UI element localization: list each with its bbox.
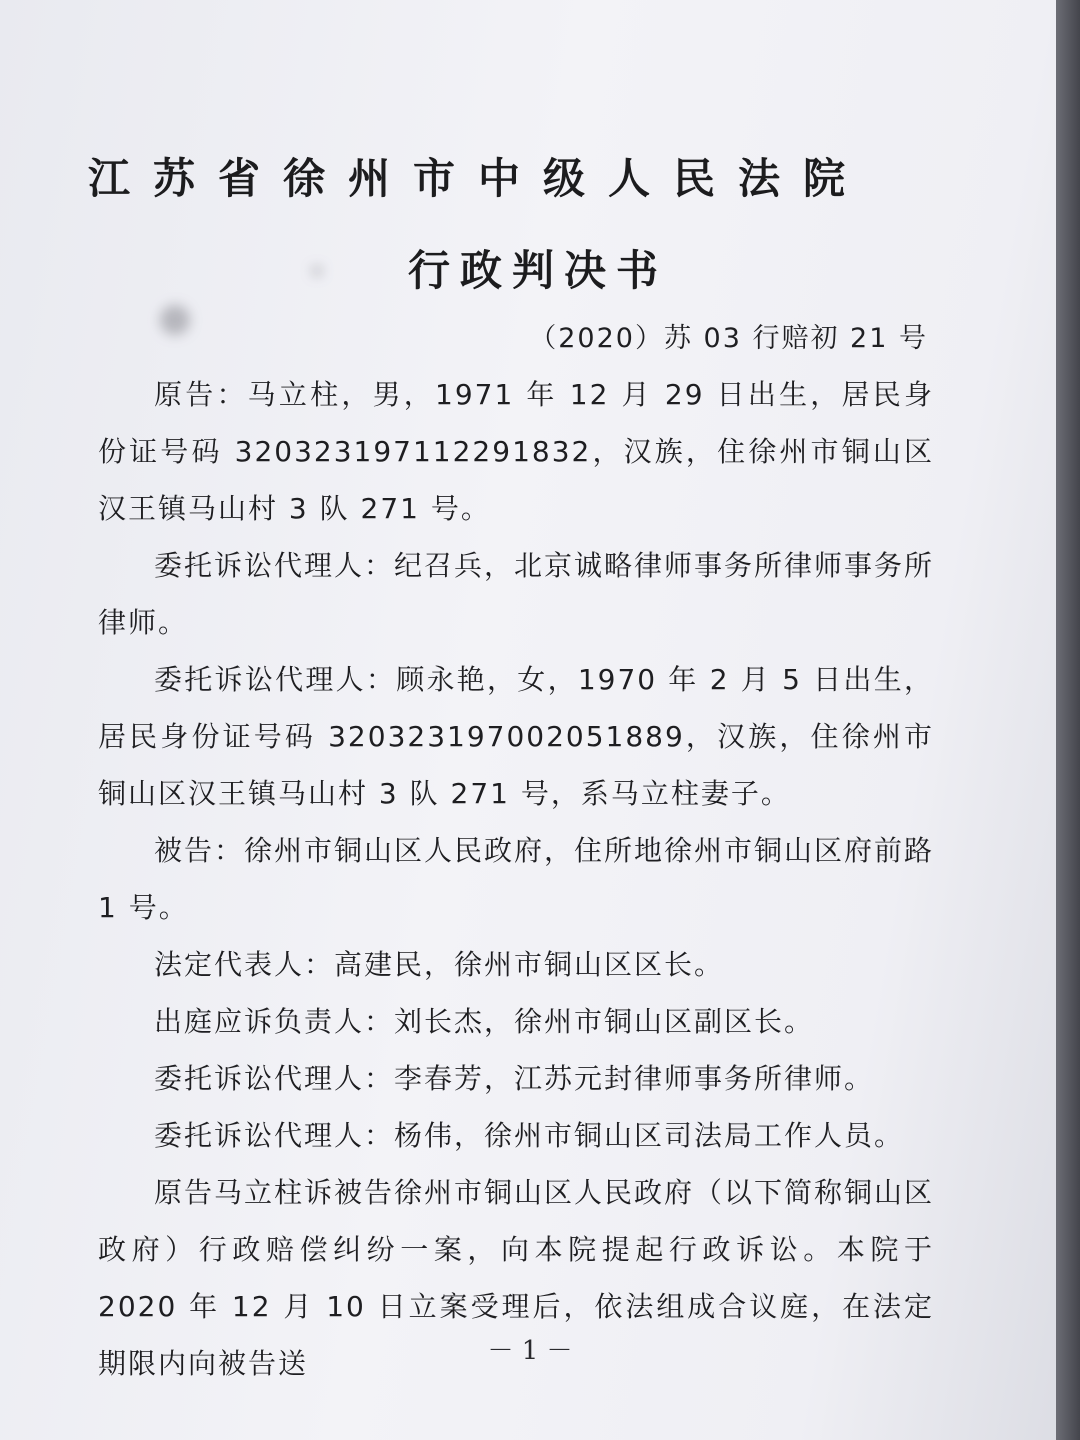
court-name: 江苏省徐州市中级人民法院 <box>88 154 869 203</box>
document-body <box>98 366 934 1392</box>
paragraph-plaintiff: 原告：马立柱，男，1971 年 12 月 29 日出生，居民身份证号码 320323197112291832，汉族，住徐州市铜山区汉王镇马山村 3 队 271 号。 <box>98 378 934 525</box>
paragraph-defendant-agent-1: 委托诉讼代理人：李春芳，江苏元封律师事务所律师。 <box>154 1062 875 1095</box>
paragraph-plaintiff-agent-2: 委托诉讼代理人：顾永艳，女，1970 年 2 月 5 日出生，居民身份证号码 320323197002051889，汉族，住徐州市铜山区汉王镇马山村 3 队 271 号，系马立柱妻子。 <box>98 663 934 810</box>
paragraph-legal-representative: 法定代表人：高建民，徐州市铜山区区长。 <box>154 948 725 981</box>
paragraph-defendant-agent-2: 委托诉讼代理人：杨伟，徐州市铜山区司法局工作人员。 <box>154 1119 905 1152</box>
paragraph-defendant: 被告：徐州市铜山区人民政府，住所地徐州市铜山区府前路 1 号。 <box>98 834 935 924</box>
document-type-title: 行政判决书 <box>407 246 668 295</box>
paragraph-case-summary: 原告马立柱诉被告徐州市铜山区人民政府（以下简称铜山区政府）行政赔偿纠纷一案，向本院提起行政诉讼。本院于 2020 年 12 月 10 日立案受理后，依法组成合议庭，在法定期限内向被告送 <box>98 1176 935 1380</box>
ink-smudge <box>160 305 190 335</box>
paragraph-plaintiff-agent-1: 委托诉讼代理人：纪召兵，北京诚略律师事务所律师事务所律师。 <box>98 549 935 639</box>
paragraph-court-responsible-person: 出庭应诉负责人：刘长杰，徐州市铜山区副区长。 <box>154 1005 815 1038</box>
page-number: － 1 － <box>487 1336 573 1366</box>
case-number: （2020）苏 03 行赔初 21 号 <box>529 323 928 354</box>
background-edge <box>1056 0 1080 1440</box>
